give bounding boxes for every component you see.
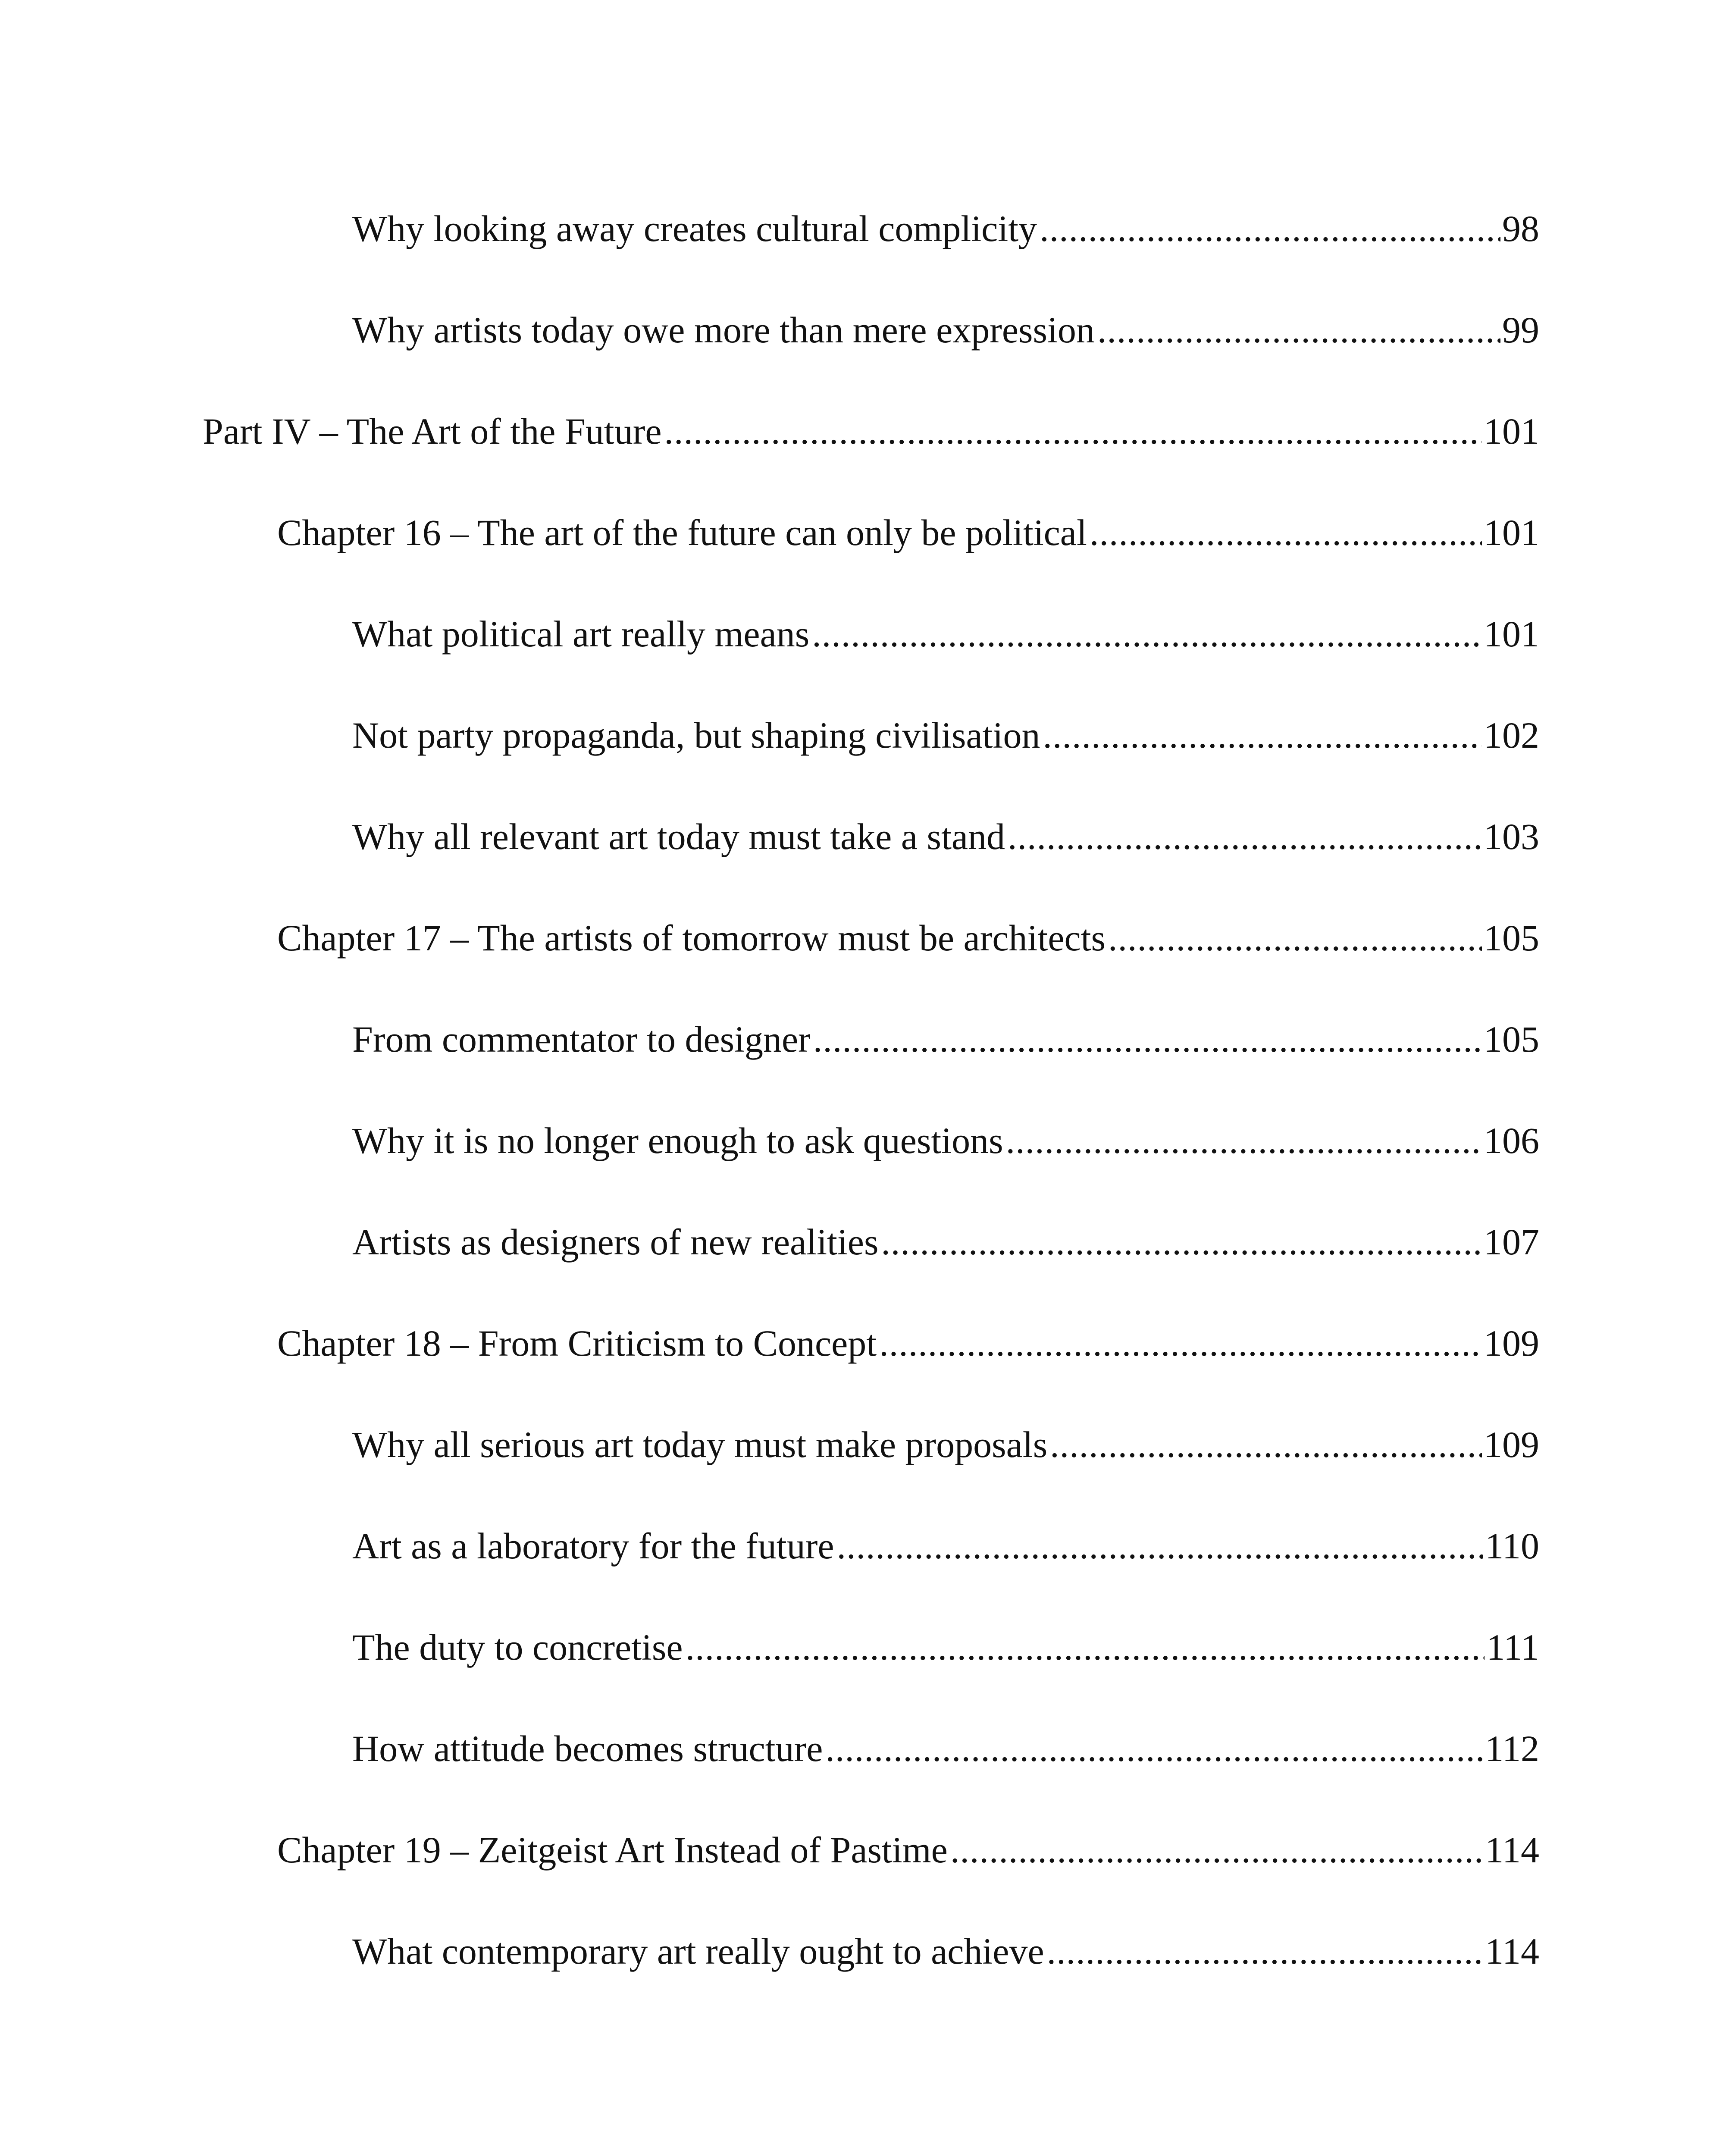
toc-entry-page: 109 [1484,1322,1539,1364]
dot-leader [664,407,1482,455]
toc-entry[interactable] [352,1218,1539,1266]
toc-entry-title: Chapter 18 – From Criticism to Concept [277,1322,877,1364]
toc-entry-chapter[interactable] [277,1319,1539,1367]
toc-entry[interactable] [352,1522,1539,1570]
toc-entry-page: 105 [1484,917,1539,959]
toc-entry-title: Art as a laboratory for the future [352,1525,834,1567]
dot-leader [879,1319,1482,1367]
toc-entry-title: Artists as designers of new realities [352,1221,879,1263]
dot-leader [837,1522,1484,1570]
toc-entry-page: 103 [1484,816,1539,857]
toc-entry-page: 109 [1484,1424,1539,1465]
toc-entry-page: 111 [1486,1626,1539,1668]
toc-entry-page: 114 [1485,1930,1539,1972]
toc-entry-title: From commentator to designer [352,1018,811,1060]
toc-entry-title: Why all serious art today must make proposals [352,1424,1048,1465]
toc-entry[interactable] [352,1421,1539,1468]
toc-entry[interactable] [352,1623,1539,1671]
dot-leader [881,1218,1482,1266]
dot-leader [1097,306,1500,354]
toc-entry-title: Chapter 17 – The artists of tomorrow must be architects [277,917,1106,959]
toc-entry-page: 98 [1502,208,1539,249]
toc-entry[interactable] [352,610,1539,658]
dot-leader [1090,509,1482,556]
toc-entry-page: 101 [1484,411,1539,452]
toc-entry-page: 99 [1502,309,1539,351]
dot-leader [1006,1117,1482,1164]
toc-entry[interactable] [352,813,1539,860]
toc-entry-chapter[interactable] [277,1826,1539,1874]
dot-leader [686,1623,1485,1671]
toc-entry-title: What contemporary art really ought to achieve [352,1930,1044,1972]
toc-entry-title: Why it is no longer enough to ask questions [352,1120,1003,1161]
toc-entry-page: 105 [1484,1018,1539,1060]
dot-leader [812,610,1482,658]
toc-entry-chapter[interactable] [277,509,1539,556]
toc-entry[interactable] [352,1015,1539,1063]
toc-entry-title: Chapter 19 – Zeitgeist Art Instead of Pastime [277,1829,948,1871]
dot-leader [1008,813,1482,860]
dot-leader [825,1725,1483,1772]
toc-entry-title: Why all relevant art today must take a stand [352,816,1005,857]
toc-entry-page: 112 [1485,1728,1539,1769]
toc-entry-title: Part IV – The Art of the Future [203,411,662,452]
toc-entry-title: Chapter 16 – The art of the future can only be political [277,512,1087,553]
toc-entry[interactable] [352,205,1539,252]
toc-entry[interactable] [352,711,1539,759]
toc-entry-page: 114 [1485,1829,1539,1871]
toc-entry[interactable] [352,306,1539,354]
toc-entry-title: Why artists today owe more than mere expression [352,309,1095,351]
toc-entry-page: 102 [1484,714,1539,756]
dot-leader [950,1826,1483,1874]
dot-leader [1108,914,1482,962]
toc-entry[interactable] [352,1725,1539,1772]
dot-leader [1040,205,1500,252]
dot-leader [813,1015,1482,1063]
toc-entry-page: 107 [1484,1221,1539,1263]
toc-entry-part[interactable] [203,407,1539,455]
toc-entry-page: 101 [1484,512,1539,553]
dot-leader [1047,1927,1484,1975]
dot-leader [1050,1421,1482,1468]
toc-entry[interactable] [352,1927,1539,1975]
toc-entry-title: What political art really means [352,613,810,655]
toc-entry-chapter[interactable] [277,914,1539,962]
toc-entry[interactable] [352,1117,1539,1164]
toc-entry-title: Not party propaganda, but shaping civilisation [352,714,1040,756]
toc-entry-title: Why looking away creates cultural complicity [352,208,1037,249]
toc-entry-title: How attitude becomes structure [352,1728,823,1769]
toc-entry-page: 101 [1484,613,1539,655]
toc-entry-title: The duty to concretise [352,1626,683,1668]
toc-entry-page: 106 [1484,1120,1539,1161]
dot-leader [1043,711,1482,759]
toc-entry-page: 110 [1485,1525,1539,1567]
